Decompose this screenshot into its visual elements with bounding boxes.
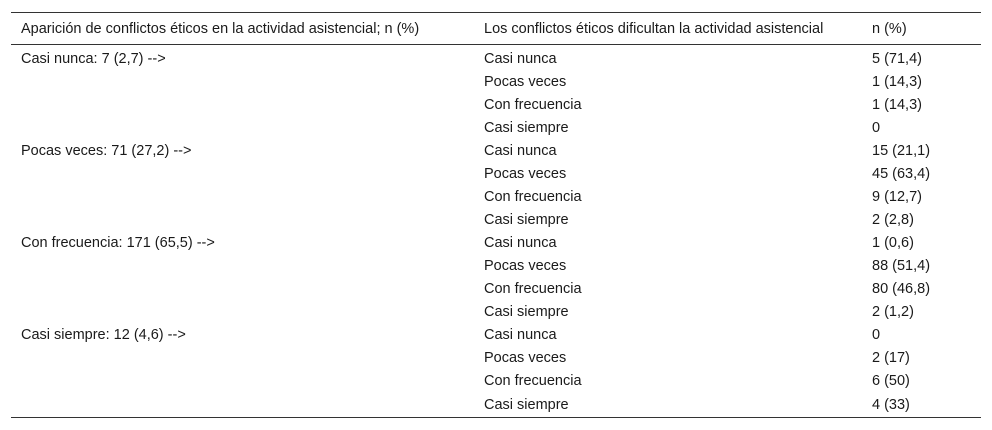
value-cell: 6 (50) bbox=[872, 373, 910, 389]
category-cell: Casi siempre bbox=[484, 304, 569, 320]
category-cell: Casi nunca bbox=[484, 143, 557, 159]
header-n-percent: n (%) bbox=[862, 13, 981, 45]
value-cell: 0 bbox=[872, 327, 881, 343]
empty-cell bbox=[11, 255, 474, 278]
table-row bbox=[11, 45, 981, 72]
value-cell: 9 (12,7) bbox=[872, 189, 922, 205]
table-body bbox=[11, 45, 981, 418]
empty-cell bbox=[11, 209, 474, 232]
value-cell: 88 (51,4) bbox=[872, 258, 931, 274]
table-row bbox=[11, 301, 981, 324]
empty-cell bbox=[11, 186, 474, 209]
category-cell: Pocas veces bbox=[484, 258, 567, 274]
group-label-cell: Casi nunca: 7 (2,7) --> bbox=[21, 51, 166, 67]
data-table-container bbox=[11, 12, 981, 418]
table-row bbox=[11, 232, 981, 255]
category-cell: Con frecuencia bbox=[484, 281, 582, 297]
table-row bbox=[11, 278, 981, 301]
ethical-conflicts-table bbox=[11, 12, 981, 418]
table-row bbox=[11, 370, 981, 393]
category-cell: Con frecuencia bbox=[484, 97, 582, 113]
table-row bbox=[11, 209, 981, 232]
category-cell: Casi nunca bbox=[484, 51, 557, 67]
empty-cell bbox=[11, 117, 474, 140]
value-cell: 80 (46,8) bbox=[872, 281, 931, 297]
table-row bbox=[11, 347, 981, 370]
empty-cell bbox=[11, 163, 474, 186]
value-cell: 1 (14,3) bbox=[872, 74, 922, 90]
value-cell: 2 (1,2) bbox=[872, 304, 914, 320]
table-row bbox=[11, 140, 981, 163]
category-cell: Pocas veces bbox=[484, 74, 567, 90]
empty-cell bbox=[11, 71, 474, 94]
table-row bbox=[11, 186, 981, 209]
table-row bbox=[11, 163, 981, 186]
value-cell: 2 (2,8) bbox=[872, 212, 914, 228]
table-row bbox=[11, 324, 981, 347]
value-cell: 4 (33) bbox=[862, 393, 981, 418]
value-cell: 2 (17) bbox=[872, 350, 910, 366]
empty-cell bbox=[11, 370, 474, 393]
empty-cell bbox=[11, 347, 474, 370]
group-label-cell: Casi siempre: 12 (4,6) --> bbox=[21, 327, 186, 343]
group-label-cell: Pocas veces: 71 (27,2) --> bbox=[21, 143, 192, 159]
category-cell: Con frecuencia bbox=[484, 373, 582, 389]
table-row bbox=[11, 255, 981, 278]
empty-cell bbox=[11, 278, 474, 301]
empty-cell bbox=[11, 301, 474, 324]
value-cell: 15 (21,1) bbox=[872, 143, 931, 159]
header-difficulty: Los conflictos éticos dificultan la actividad asistencial bbox=[474, 13, 862, 45]
table-row bbox=[11, 393, 981, 418]
category-cell: Casi nunca bbox=[484, 235, 557, 251]
header-row bbox=[11, 13, 981, 45]
table-row bbox=[11, 117, 981, 140]
value-cell: 5 (71,4) bbox=[872, 51, 922, 67]
table-header bbox=[11, 13, 981, 45]
category-cell: Casi siempre bbox=[484, 212, 569, 228]
category-cell: Pocas veces bbox=[484, 350, 567, 366]
category-cell: Casi siempre bbox=[474, 393, 862, 418]
value-cell: 45 (63,4) bbox=[872, 166, 931, 182]
category-cell: Con frecuencia bbox=[484, 189, 582, 205]
table-row bbox=[11, 94, 981, 117]
category-cell: Pocas veces bbox=[484, 166, 567, 182]
category-cell: Casi nunca bbox=[484, 327, 557, 343]
category-cell: Casi siempre bbox=[484, 120, 569, 136]
value-cell: 1 (14,3) bbox=[872, 97, 922, 113]
value-cell: 0 bbox=[872, 120, 881, 136]
table-row bbox=[11, 71, 981, 94]
value-cell: 1 (0,6) bbox=[872, 235, 914, 251]
empty-cell bbox=[11, 393, 474, 418]
header-appearance: Aparición de conflictos éticos en la actividad asistencial; n (%) bbox=[11, 13, 474, 45]
empty-cell bbox=[11, 94, 474, 117]
group-label-cell: Con frecuencia: 171 (65,5) --> bbox=[21, 235, 215, 251]
